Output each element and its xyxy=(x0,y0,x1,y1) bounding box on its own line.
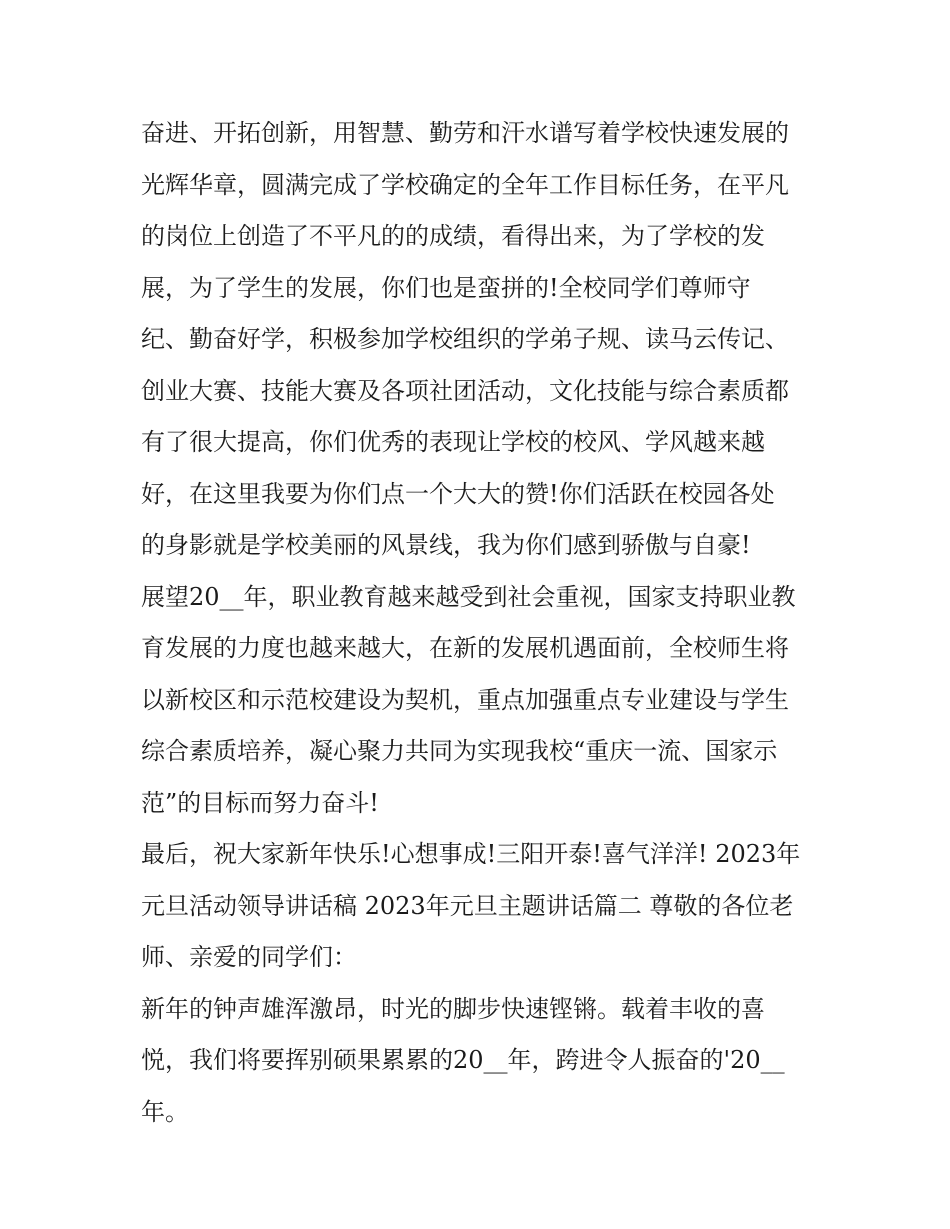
text-line: 的岗位上创造了不平凡的的成绩，看得出来，为了学校的发 xyxy=(141,222,765,250)
text-line: 展望20__年，职业教育越来越受到社会重视，国家支持职业教 xyxy=(141,582,796,611)
text-line: 师、亲爱的同学们： xyxy=(141,943,357,971)
text-line: 有了很大提高，你们优秀的表现让学校的校风、学风越来越 xyxy=(141,428,765,456)
text-line: 展，为了学生的发展，你们也是蛮拼的!全校同学们尊师守 xyxy=(141,273,751,302)
text-line: 的身影就是学校美丽的风景线，我为你们感到骄傲与自豪! xyxy=(141,531,751,559)
text-line: 综合素质培养，凝心聚力共同为实现我校“重庆一流、国家示 xyxy=(141,737,778,765)
text-line: 范”的目标而努力奋斗! xyxy=(141,788,379,817)
text-line: 年。 xyxy=(141,1097,189,1126)
text-line: 元旦活动领导讲话稿 2023年元旦主题讲话篇二 尊敬的各位老 xyxy=(141,891,794,920)
text-line: 以新校区和示范校建设为契机，重点加强重点专业建设与学生 xyxy=(141,685,789,714)
text-line: 纪、勤奋好学，积极参加学校组织的学弟子规、读马云传记、 xyxy=(141,325,789,353)
text-line: 奋进、开拓创新，用智慧、勤劳和汗水谱写着学校快速发展的 xyxy=(141,119,789,147)
text-line: 最后，祝大家新年快乐!心想事成!三阳开泰!喜气洋洋! 2023年 xyxy=(141,840,801,868)
text-line: 好，在这里我要为你们点一个大大的赞!你们活跃在校园各处 xyxy=(141,479,775,508)
text-line: 悦，我们将要挥别硕果累累的20__年，跨进令人振奋的'20__ xyxy=(141,1046,785,1074)
text-line: 创业大赛、技能大赛及各项社团活动，文化技能与综合素质都 xyxy=(141,376,789,405)
text-line: 育发展的力度也越来越大，在新的发展机遇面前，全校师生将 xyxy=(141,634,789,662)
text-line: 光辉华章，圆满完成了学校确定的全年工作目标任务，在平凡 xyxy=(141,170,789,199)
text-line: 新年的钟声雄浑激昂，时光的脚步快速铿锵。载着丰收的喜 xyxy=(141,994,765,1023)
document-body xyxy=(141,108,821,1138)
